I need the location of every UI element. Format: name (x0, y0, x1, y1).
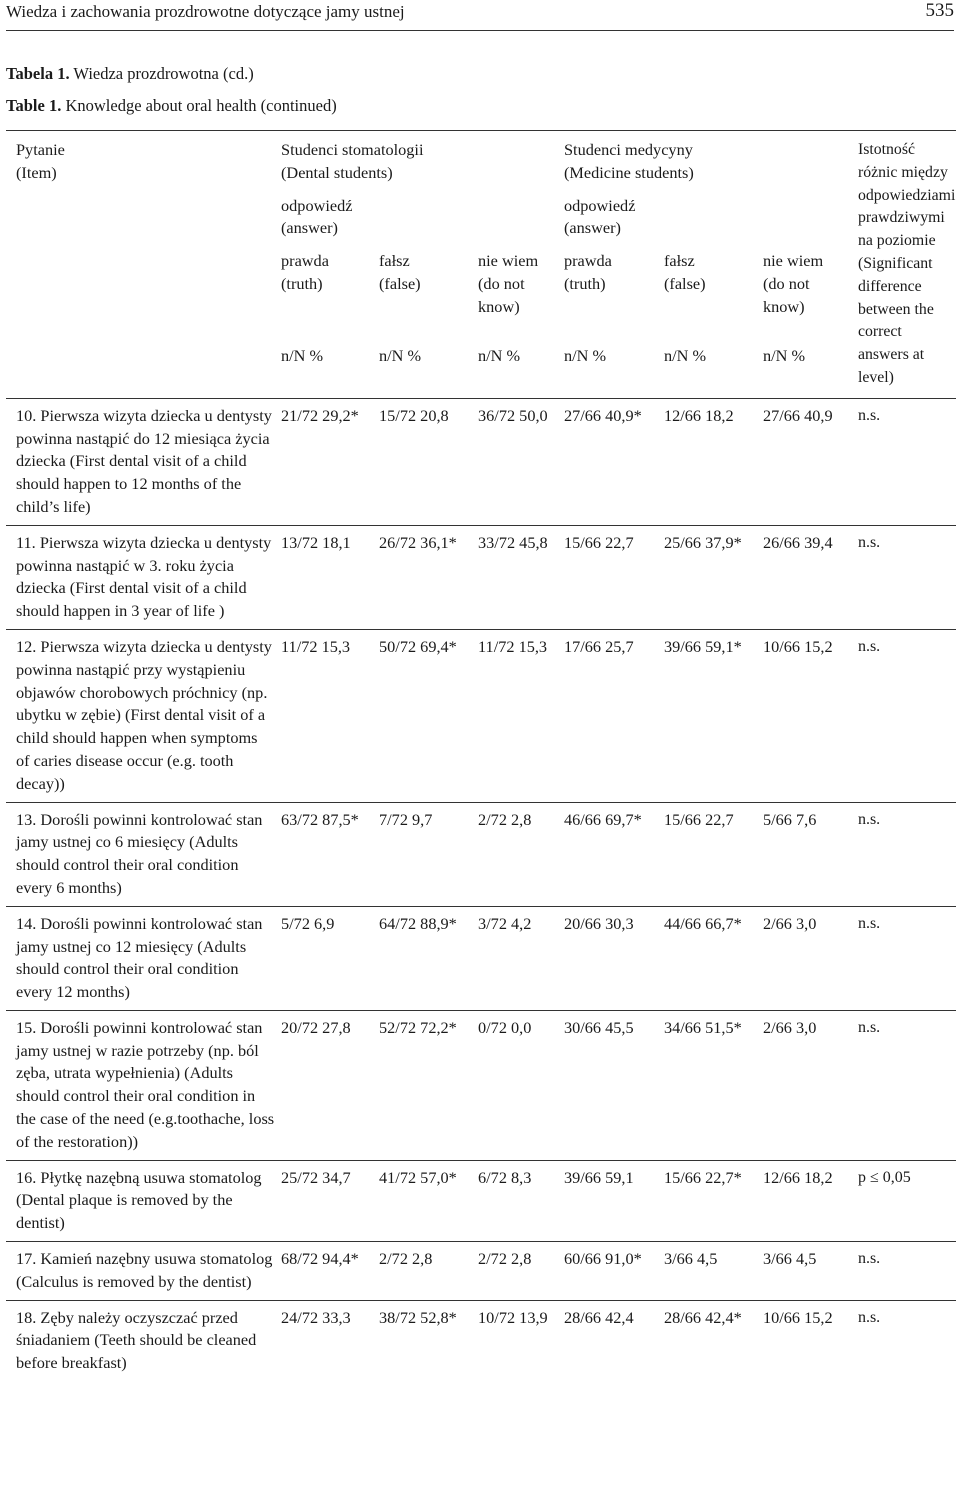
significance-cell: n.s. (850, 1010, 956, 1160)
value-m-dk: 10/66 15,2 (762, 1307, 833, 1327)
value-m-truth: 20/66 30,3 (563, 913, 634, 933)
dental-answer-label: odpowiedź (answer) (281, 195, 353, 238)
item-cell: 10. Pierwsza wizyta dziecka u dentysty powinna nastąpić do 12 miesiąca życia dziecka (First dental visit of a child should happen to 12 months of the child’s life) (6, 398, 281, 525)
value-d-dk: 0/72 0,0 (478, 1017, 532, 1037)
value-m-false: 34/66 51,5* (663, 1017, 742, 1037)
table-row (6, 629, 956, 802)
item-cell: 15. Dorośli powinni kontrolować stan jamy ustnej w razie potrzeby (np. ból zęba, utrata wypełnienia) (Adults should control their oral condition in the case of the need (e.g.toothache, loss of the restoration)) (6, 1010, 281, 1160)
value-m-false: 15/66 22,7 (663, 809, 734, 829)
value-d-truth: 63/72 87,5* (281, 809, 359, 829)
dental-false-header: fałsz (false) (379, 251, 421, 293)
significance-cell: p ≤ 0,05 (850, 1160, 956, 1241)
value-m-false: 12/66 18,2 (663, 405, 734, 425)
item-cell: 14. Dorośli powinni kontrolować stan jamy ustnej co 12 miesięcy (Adults should control their oral condition every 12 months) (6, 906, 281, 1010)
value-d-false: 64/72 88,9* (379, 913, 457, 933)
value-d-dk: 3/72 4,2 (478, 913, 532, 933)
value-d-truth: 20/72 27,8 (281, 1017, 351, 1037)
table-row (6, 1300, 956, 1381)
value-d-truth: 5/72 6,9 (281, 913, 335, 933)
header-significance: Istotność różnic między odpowiedziami prawdziwymi na poziomie (Significant difference between the correct answers at level) (857, 141, 956, 386)
value-d-dk: 33/72 45,8 (478, 532, 548, 552)
value-d-false: 26/72 36,1* (379, 532, 457, 552)
value-d-false: 38/72 52,8* (379, 1307, 457, 1327)
value-d-dk: 11/72 15,3 (478, 636, 548, 656)
table-row (6, 1242, 956, 1301)
item-cell: 11. Pierwsza wizyta dziecka u dentysty powinna nastąpić w 3. roku życia dziecka (First dental visit of a child should happen in 3 year of life ) (6, 525, 281, 629)
value-m-false: 39/66 59,1* (663, 636, 742, 656)
medicine-answer-subheader (564, 250, 850, 318)
value-m-dk: 5/66 7,6 (762, 809, 817, 829)
caption-en-text: Knowledge about oral health (continued) (65, 96, 337, 115)
table-body (6, 398, 956, 1381)
item-cell: 18. Zęby należy oczyszczać przed śniadaniem (Teeth should be cleaned before breakfast) (6, 1300, 281, 1381)
value-m-truth: 60/66 91,0* (563, 1249, 642, 1269)
value-m-truth: 28/66 42,4 (563, 1307, 634, 1327)
item-cell: 13. Dorośli powinni kontrolować stan jamy ustnej co 6 miesięcy (Adults should control their oral condition every 6 months) (6, 802, 281, 906)
table-row (6, 525, 956, 629)
units-label: n/N % (564, 346, 607, 365)
value-m-dk: 27/66 40,9 (762, 405, 833, 425)
value-d-false: 15/72 20,8 (379, 405, 449, 425)
significance-cell: n.s. (850, 906, 956, 1010)
item-cell: 12. Pierwsza wizyta dziecka u dentysty powinna nastąpić przy wystąpieniu objawów chorobowych próchnicy (np. ubytku w zębie) (First dental visit of a child should happen when symptoms of caries disease occur (e.g. tooth decay)) (6, 629, 281, 802)
significance-cell: n.s. (850, 802, 956, 906)
running-head (6, 0, 954, 31)
significance-cell: n.s. (850, 629, 956, 802)
value-d-false: 41/72 57,0* (379, 1167, 457, 1187)
significance-cell: n.s. (850, 525, 956, 629)
table-caption-pl (6, 64, 254, 84)
table-row (6, 802, 956, 906)
medicine-group-label: Studenci medycyny (Medicine students) (563, 140, 694, 182)
value-d-dk: 36/72 50,0 (478, 405, 548, 425)
dental-dk-header: nie wiem (do not know) (478, 251, 539, 316)
knowledge-table (6, 130, 956, 1381)
value-m-dk: 26/66 39,4 (762, 532, 833, 552)
units-label: n/N % (379, 346, 422, 365)
value-d-dk: 2/72 2,8 (478, 809, 532, 829)
item-cell: 17. Kamień nazębny usuwa stomatolog (Calculus is removed by the dentist) (6, 1242, 281, 1301)
value-m-false: 3/66 4,5 (663, 1249, 718, 1269)
page-number: 535 (925, 0, 954, 21)
value-d-truth: 25/72 34,7 (281, 1167, 351, 1187)
caption-en-label: Table 1. (6, 96, 62, 115)
running-head-title: Wiedza i zachowania prozdrowotne dotyczące jamy ustnej (6, 2, 405, 21)
dental-answer-subheader (281, 250, 564, 318)
caption-pl-label: Tabela 1. (6, 64, 70, 83)
value-m-false: 44/66 66,7* (663, 913, 742, 933)
value-d-truth: 13/72 18,1 (281, 532, 351, 552)
value-d-dk: 10/72 13,9 (478, 1307, 548, 1327)
value-m-dk: 3/66 4,5 (762, 1249, 817, 1269)
header-item: Pytanie (Item) (16, 140, 65, 182)
units-label: n/N % (664, 346, 707, 365)
header-dental-group (281, 131, 564, 399)
medicine-truth-header: prawda (truth) (563, 251, 612, 293)
value-m-truth: 17/66 25,7 (563, 636, 634, 656)
value-d-truth: 11/72 15,3 (281, 636, 351, 656)
value-d-dk: 2/72 2,8 (478, 1249, 532, 1269)
value-m-dk: 2/66 3,0 (762, 913, 817, 933)
header-medicine-group (564, 131, 850, 399)
item-cell: 16. Płytkę nazębną usuwa stomatolog (Dental plaque is removed by the dentist) (6, 1160, 281, 1241)
medicine-dk-header: nie wiem (do not know) (762, 251, 824, 316)
table-row (6, 906, 956, 1010)
value-d-false: 50/72 69,4* (379, 636, 457, 656)
dental-group-label: Studenci stomatologii (Dental students) (281, 140, 424, 182)
value-d-truth: 21/72 29,2* (281, 405, 359, 425)
value-m-dk: 2/66 3,0 (762, 1017, 817, 1037)
caption-pl-text: Wiedza prozdrowotna (cd.) (73, 64, 254, 83)
dental-truth-header: prawda (truth) (281, 251, 329, 293)
units-label: n/N % (281, 346, 324, 365)
table-caption-en (6, 96, 337, 116)
value-d-truth: 68/72 94,4* (281, 1249, 359, 1269)
units-label: n/N % (763, 346, 806, 365)
value-d-false: 2/72 2,8 (379, 1249, 433, 1269)
table-row (6, 398, 956, 525)
medicine-false-header: fałsz (false) (663, 251, 706, 293)
significance-cell: n.s. (850, 1300, 956, 1381)
value-d-dk: 6/72 8,3 (478, 1167, 532, 1187)
value-d-false: 52/72 72,2* (379, 1017, 457, 1037)
value-m-truth: 15/66 22,7 (563, 532, 634, 552)
value-m-false: 25/66 37,9* (663, 532, 742, 552)
value-m-false: 15/66 22,7* (663, 1167, 742, 1187)
table-row (6, 1160, 956, 1241)
value-m-dk: 10/66 15,2 (762, 636, 833, 656)
value-d-truth: 24/72 33,3 (281, 1307, 351, 1327)
significance-cell: n.s. (850, 1242, 956, 1301)
significance-cell: n.s. (850, 398, 956, 525)
value-d-false: 7/72 9,7 (379, 809, 433, 829)
value-m-dk: 12/66 18,2 (762, 1167, 833, 1187)
units-label: n/N % (478, 346, 521, 365)
value-m-truth: 46/66 69,7* (563, 809, 642, 829)
value-m-truth: 27/66 40,9* (563, 405, 642, 425)
table-row (6, 1010, 956, 1160)
value-m-truth: 39/66 59,1 (563, 1167, 634, 1187)
value-m-truth: 30/66 45,5 (563, 1017, 634, 1037)
value-m-false: 28/66 42,4* (663, 1307, 742, 1327)
medicine-answer-label: odpowiedź (answer) (563, 195, 636, 238)
